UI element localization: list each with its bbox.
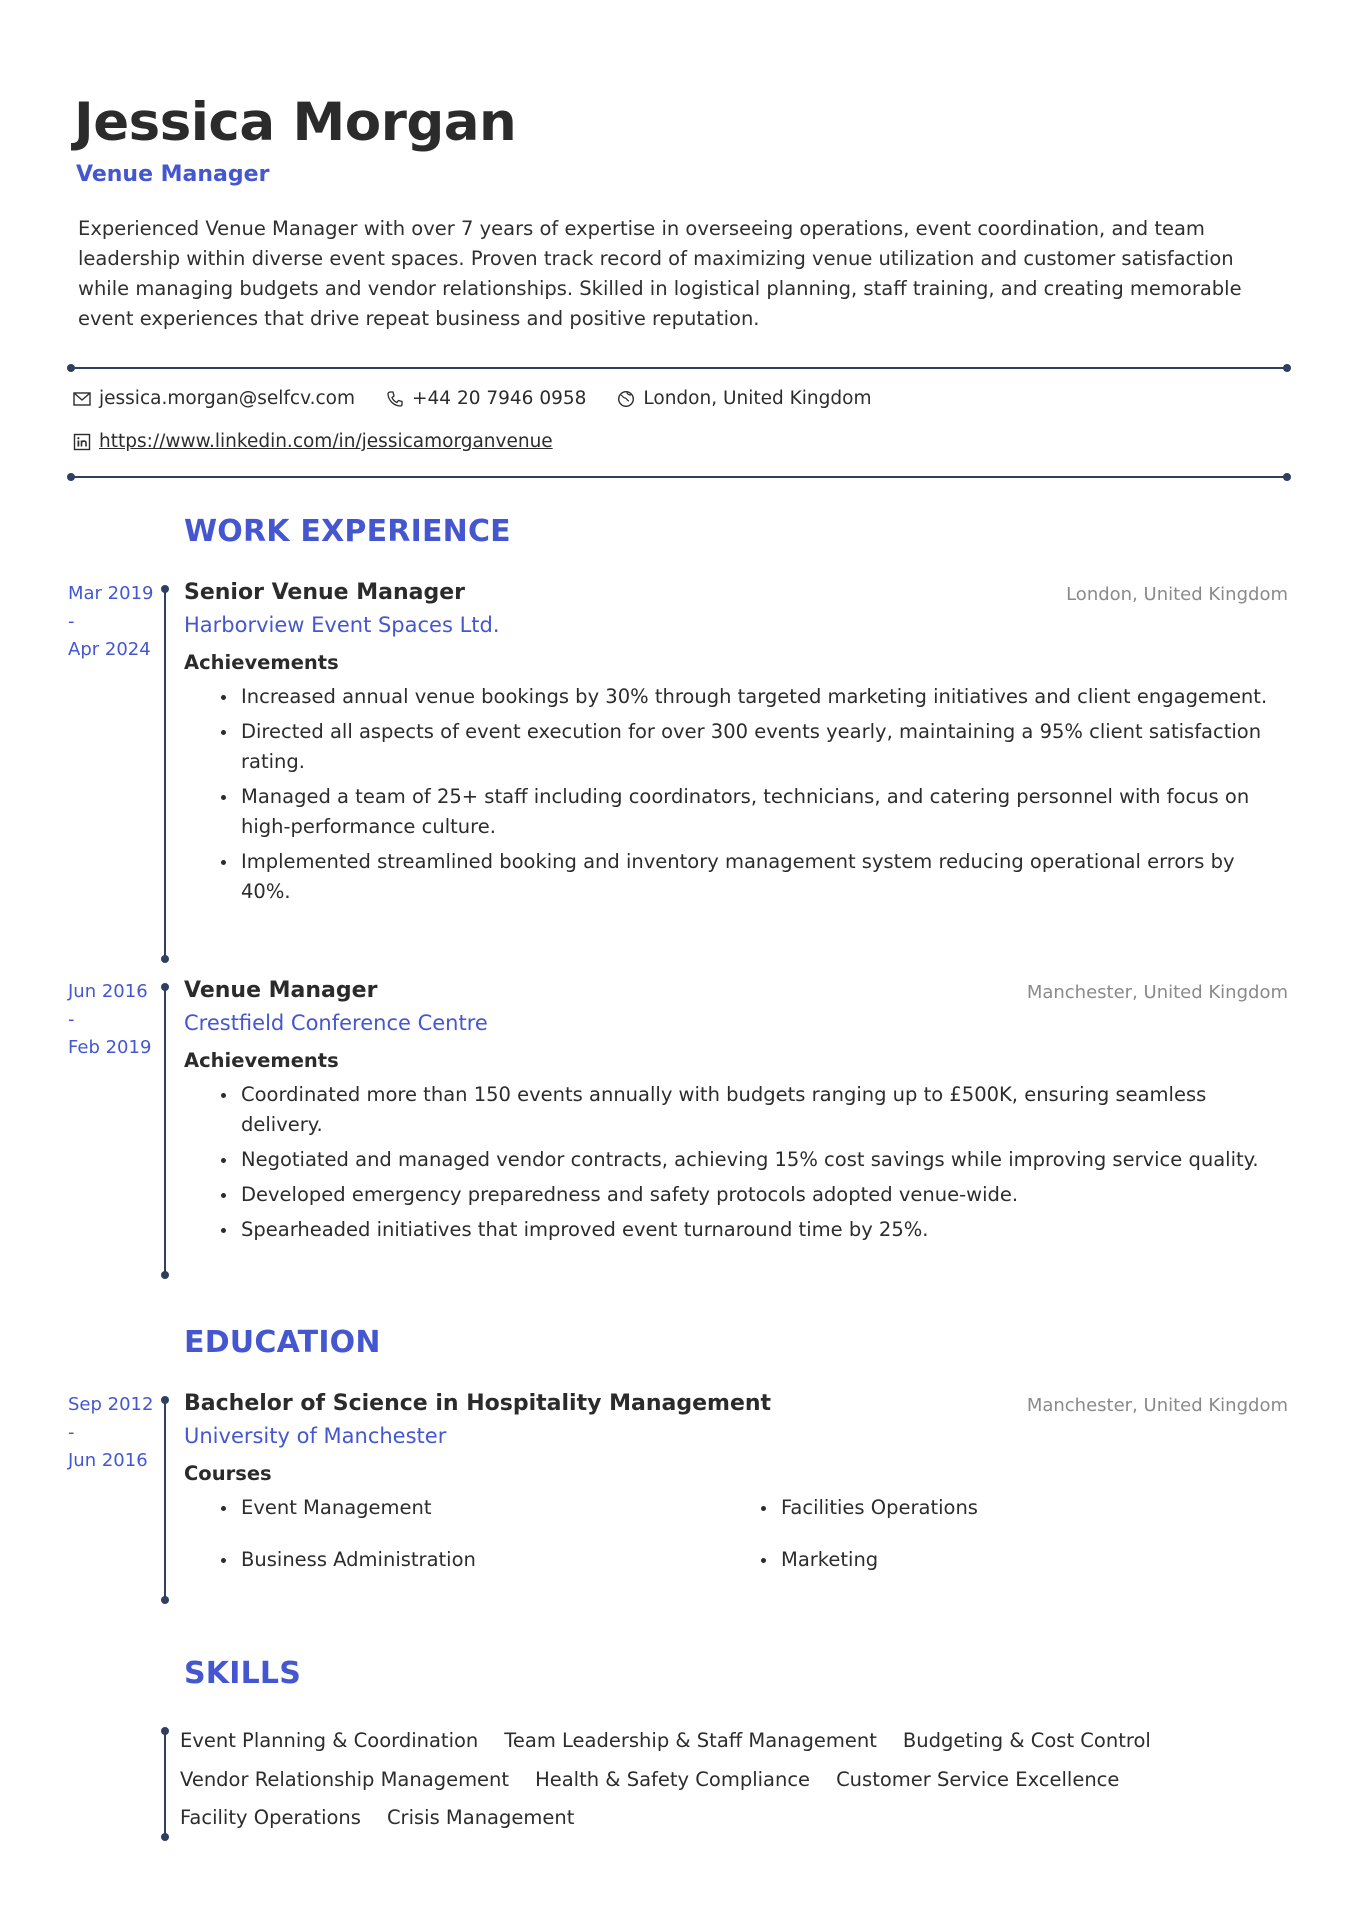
section-title-education: EDUCATION — [184, 1325, 381, 1360]
achievements-heading: Achievements — [184, 651, 339, 674]
list-item: Event Management — [241, 1493, 781, 1523]
contact-email[interactable] — [72, 388, 355, 409]
date-end: Jun 2016 — [68, 1450, 148, 1471]
list-item: Increased annual venue bookings by 30% through targeted marketing initiatives and client engagement. — [241, 682, 1288, 712]
list-item: Business Administration — [241, 1545, 781, 1575]
school-name: University of Manchester — [184, 1424, 447, 1448]
company-name: Harborview Event Spaces Ltd. — [184, 613, 500, 637]
section-title-skills: SKILLS — [184, 1656, 302, 1691]
company-name: Crestfield Conference Centre — [184, 1011, 488, 1035]
skill-item: Vendor Relationship Management — [180, 1767, 510, 1791]
achievements-heading: Achievements — [184, 1049, 339, 1072]
achievements-list — [184, 1080, 1288, 1245]
entry-dates — [68, 1391, 158, 1475]
skills-list — [180, 1722, 1180, 1838]
header-divider-bottom — [70, 476, 1288, 478]
skill-item: Facility Operations — [180, 1806, 361, 1829]
timeline-line — [164, 1399, 166, 1601]
skill-item: Budgeting & Cost Control — [902, 1729, 1151, 1752]
date-separator: - — [68, 1009, 75, 1030]
contact-row-2 — [72, 431, 583, 452]
contact-row-1 — [72, 388, 901, 409]
job-location: Manchester, United Kingdom — [1026, 982, 1288, 1003]
contact-phone[interactable] — [385, 388, 586, 409]
linkedin-link[interactable]: https://www.linkedin.com/in/jessicamorganvenue — [99, 431, 553, 452]
contact-linkedin[interactable] — [72, 431, 553, 452]
skill-item: Crisis Management — [386, 1806, 575, 1829]
timeline-line — [164, 1730, 166, 1838]
date-end: Apr 2024 — [68, 639, 151, 660]
contact-location — [616, 388, 871, 409]
list-item: Spearheaded initiatives that improved event turnaround time by 25%. — [241, 1215, 1288, 1245]
entry-body — [184, 580, 1288, 912]
list-item: Coordinated more than 150 events annually with budgets ranging up to £500K, ensuring seamless delivery. — [241, 1080, 1288, 1140]
skill-item: Team Leadership & Staff Management — [504, 1729, 877, 1752]
list-item: Marketing — [781, 1545, 1281, 1575]
school-location: Manchester, United Kingdom — [1026, 1395, 1288, 1416]
degree-title: Bachelor of Science in Hospitality Management — [184, 1391, 772, 1416]
location-text: London, United Kingdom — [643, 388, 872, 409]
date-separator: - — [68, 1422, 75, 1443]
date-start: Jun 2016 — [68, 981, 148, 1002]
skill-item: Event Planning & Coordination — [180, 1729, 479, 1752]
list-item: Developed emergency preparedness and safety protocols adopted venue-wide. — [241, 1180, 1288, 1210]
header-divider-top — [70, 367, 1288, 369]
globe-icon — [616, 389, 636, 409]
date-separator: - — [68, 611, 75, 632]
list-item: Managed a team of 25+ staff including coordinators, technicians, and catering personnel with focus on high-performance culture. — [241, 782, 1288, 842]
entry-dates — [68, 580, 158, 664]
job-title: Venue Manager — [184, 978, 378, 1003]
timeline-line — [164, 588, 166, 960]
date-end: Feb 2019 — [68, 1037, 152, 1058]
profile-summary: Experienced Venue Manager with over 7 years of expertise in overseeing operations, event coordination, and team leadership within diverse event spaces. Proven track record of maximizing venue utilization and customer satisfaction while managing budgets and vendor relationships. Skilled in logistical planning, staff training, and creating memorable event experiences that drive repeat business and positive reputation. — [78, 217, 1242, 330]
list-item: Implemented streamlined booking and inventory management system reducing operational errors by 40%. — [241, 847, 1288, 907]
linkedin-icon — [72, 432, 92, 452]
work-entry — [68, 580, 1288, 956]
date-start: Sep 2012 — [68, 1394, 154, 1415]
email-text: jessica.morgan@selfcv.com — [99, 388, 356, 409]
entry-body — [184, 978, 1288, 1250]
skill-item: Customer Service Excellence — [836, 1767, 1120, 1791]
education-entry — [68, 1391, 1288, 1597]
mail-icon — [72, 389, 92, 409]
section-title-work: WORK EXPERIENCE — [184, 514, 511, 549]
list-item: Directed all aspects of event execution for over 300 events yearly, maintaining a 95% client satisfaction rating. — [241, 717, 1288, 777]
entry-dates — [68, 978, 158, 1062]
job-title: Senior Venue Manager — [184, 580, 466, 605]
job-location: London, United Kingdom — [1066, 584, 1288, 605]
list-item: Negotiated and managed vendor contracts, achieving 15% cost savings while improving service quality. — [241, 1145, 1288, 1175]
courses-list — [184, 1493, 1288, 1575]
entry-body — [184, 1391, 1288, 1575]
phone-icon — [385, 389, 405, 409]
skill-item: Health & Safety Compliance — [535, 1767, 811, 1791]
candidate-name: Jessica Morgan — [74, 92, 517, 153]
work-entry — [68, 978, 1288, 1268]
phone-text: +44 20 7946 0958 — [412, 388, 587, 409]
timeline-line — [164, 986, 166, 1276]
achievements-list — [184, 682, 1288, 907]
date-start: Mar 2019 — [68, 583, 154, 604]
candidate-title: Venue Manager — [76, 162, 270, 187]
courses-heading: Courses — [184, 1462, 272, 1485]
list-item: Facilities Operations — [781, 1493, 1281, 1523]
